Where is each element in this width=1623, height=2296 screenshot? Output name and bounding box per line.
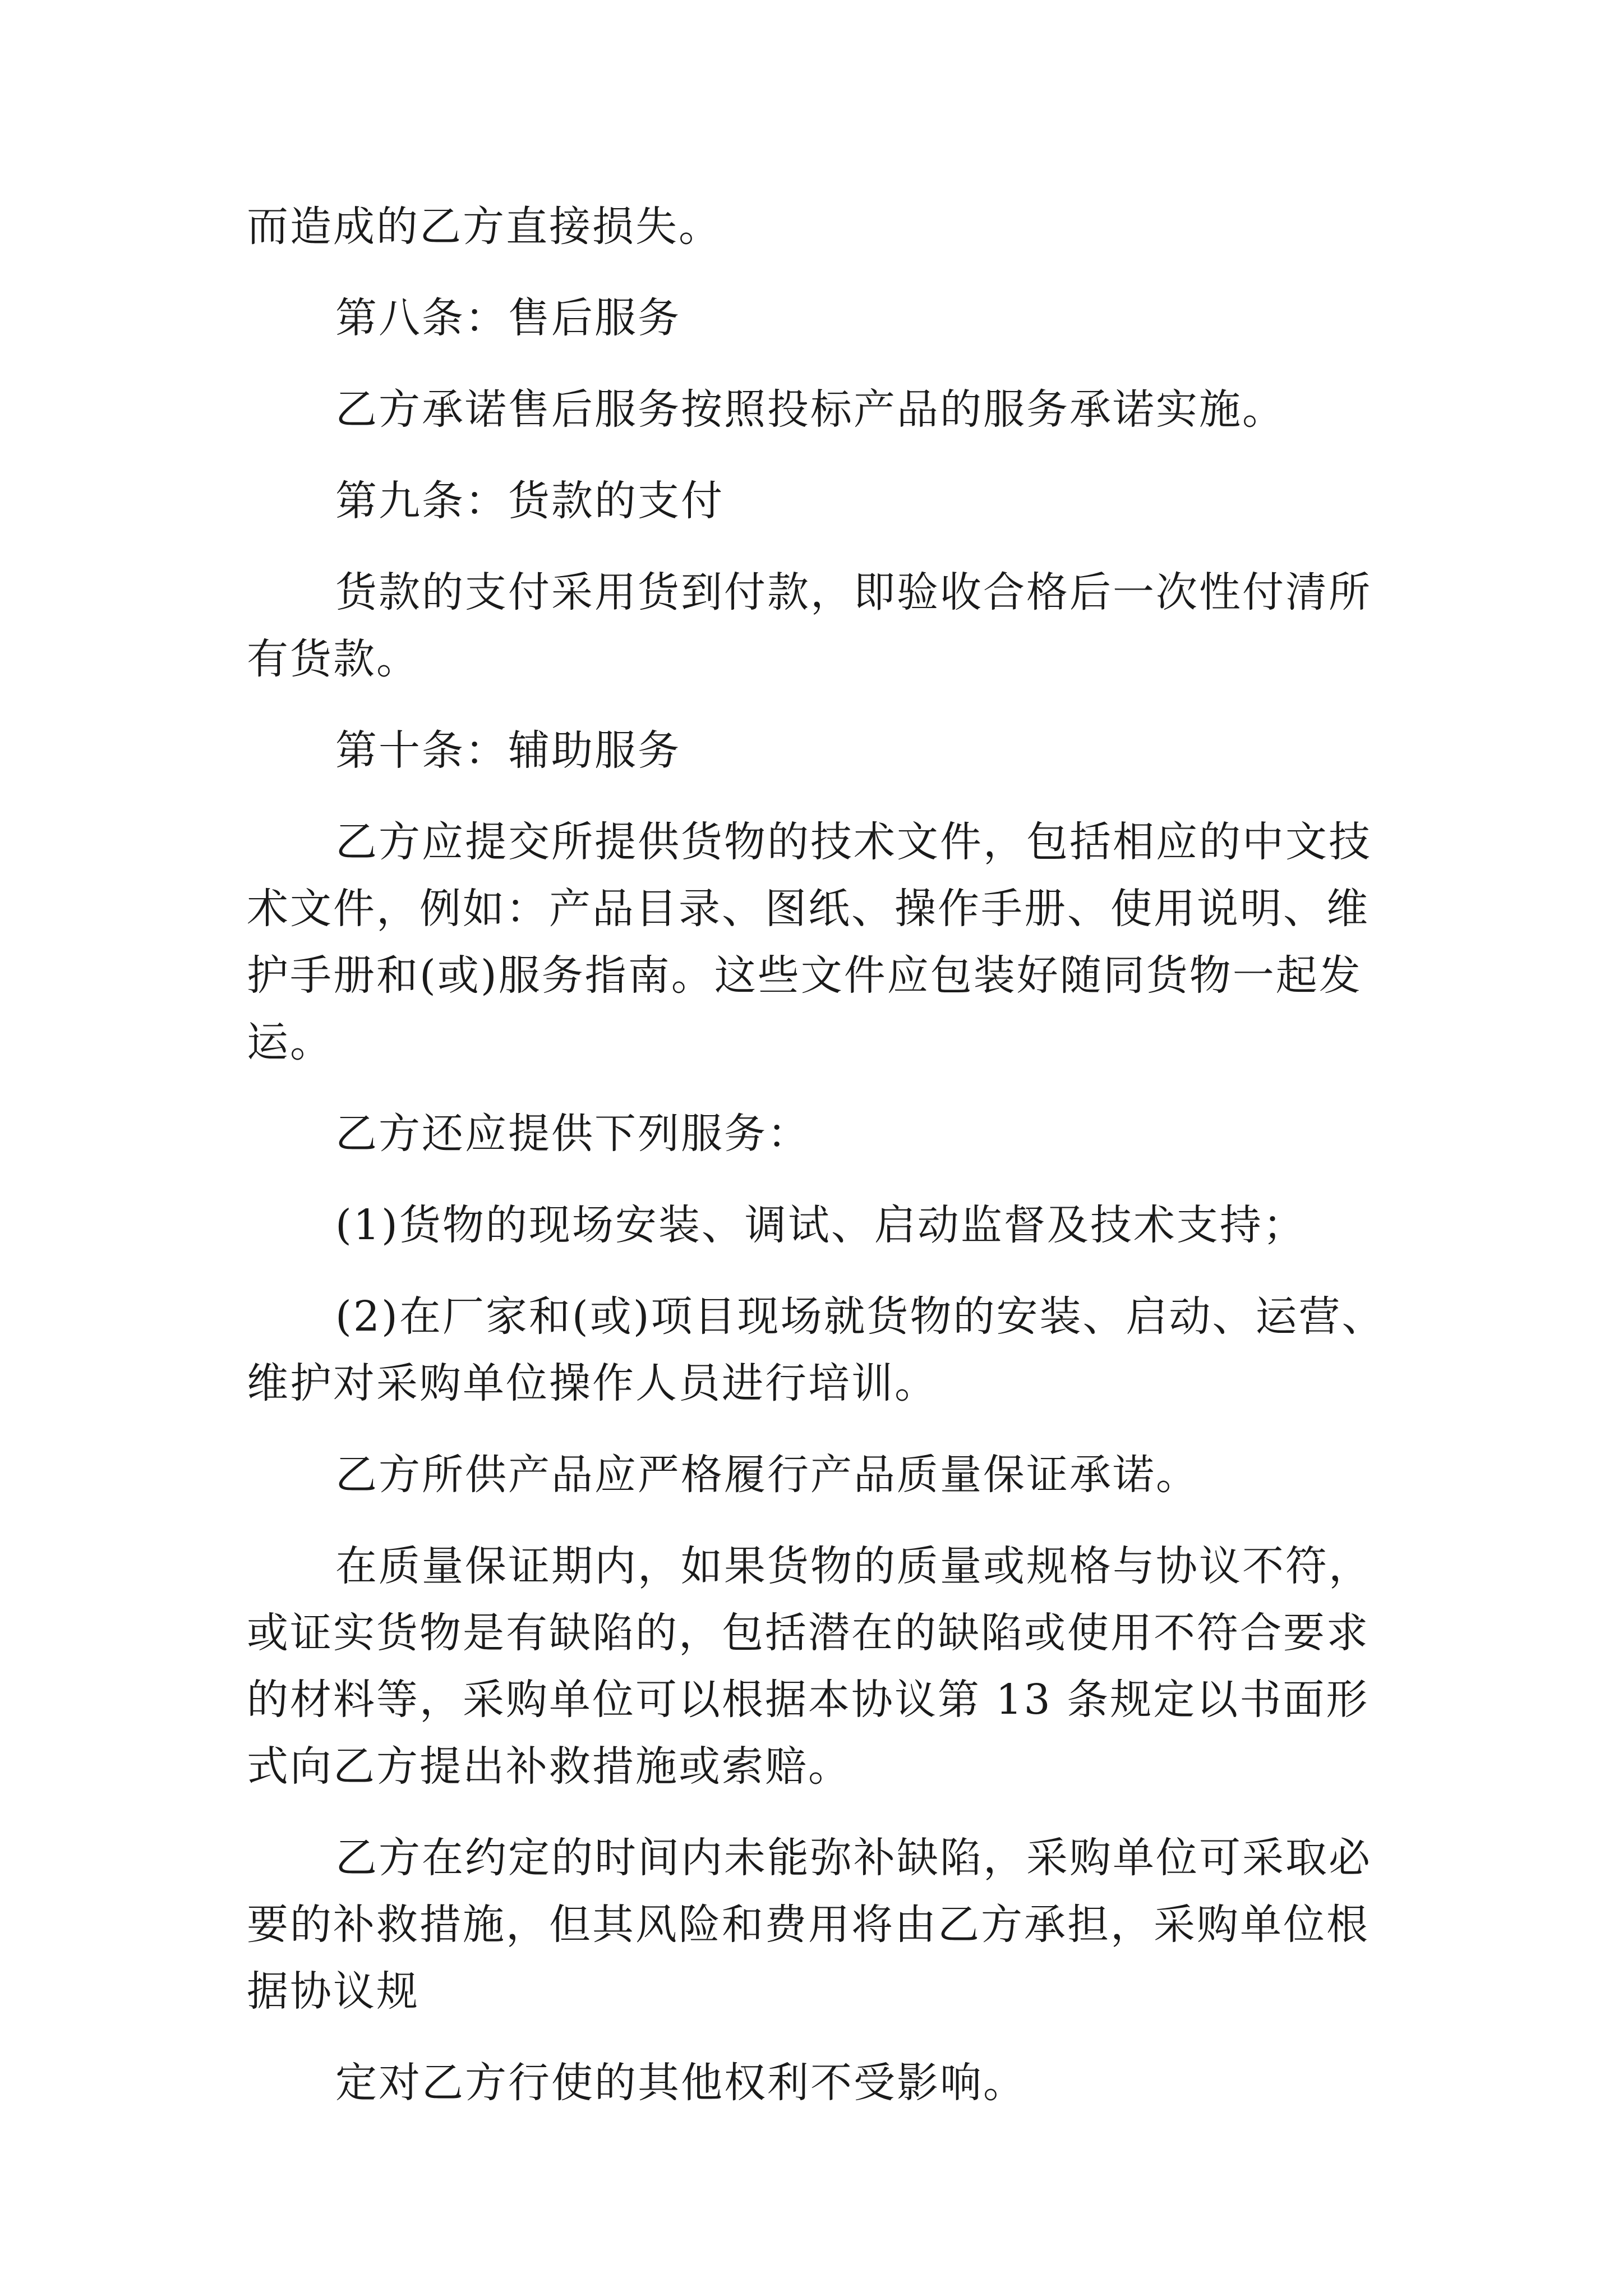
text-line: (2)在厂家和(或)项目现场就货物的安装、启动、运营、 — [335, 1292, 1385, 1341]
paragraph — [247, 285, 1391, 352]
paragraph-gap — [247, 1417, 1391, 1442]
text-line: 第八条：售后服务 — [335, 294, 681, 342]
paragraph — [247, 1283, 1391, 1417]
paragraph — [247, 1192, 1391, 1259]
text-line: (1)货物的现场安装、调试、启动监督及技术支持； — [335, 1201, 1306, 1249]
text-line: 乙方在约定的时间内未能弥补缺陷，采购单位可采取必 — [335, 1834, 1372, 1882]
text-line: 的材料等，采购单位可以根据本协议第 13 条规定以书面形 — [247, 1676, 1370, 1724]
text-line: 术文件，例如：产品目录、图纸、操作手册、使用说明、维 — [247, 885, 1370, 933]
text-line: 维护对采购单位操作人员进行培训。 — [247, 1359, 938, 1407]
paragraph-gap — [247, 1800, 1391, 1825]
paragraph-gap — [247, 260, 1391, 285]
document-body — [247, 194, 1391, 2116]
paragraph — [247, 559, 1391, 693]
paragraph — [247, 809, 1391, 1076]
text-line: 式向乙方提出补救措施或索赔。 — [247, 1742, 851, 1791]
text-line: 乙方承诺售后服务按照投标产品的服务承诺实施。 — [335, 385, 1285, 434]
paragraph-gap — [247, 1508, 1391, 1533]
text-line: 乙方所供产品应严格履行产品质量保证承诺。 — [335, 1451, 1199, 1499]
paragraph — [247, 1101, 1391, 1167]
paragraph — [247, 1533, 1391, 1800]
text-line: 而造成的乙方直接损失。 — [247, 203, 722, 251]
paragraph-gap — [247, 352, 1391, 376]
text-line: 定对乙方行使的其他权利不受影响。 — [335, 2059, 1026, 2107]
text-line: 据协议规 — [247, 1967, 419, 2016]
paragraph-gap — [247, 443, 1391, 468]
paragraph-gap — [247, 535, 1391, 559]
text-line: 或证实货物是有缺陷的，包括潜在的缺陷或使用不符合要求 — [247, 1609, 1370, 1657]
paragraph-gap — [247, 2025, 1391, 2050]
text-line: 运。 — [247, 1018, 333, 1066]
paragraph-gap — [247, 693, 1391, 717]
text-line: 货款的支付采用货到付款，即验收合格后一次性付清所 — [335, 568, 1372, 616]
paragraph-gap — [247, 1259, 1391, 1283]
text-line: 乙方应提交所提供货物的技术文件，包括相应的中文技 — [335, 818, 1372, 866]
text-line: 在质量保证期内，如果货物的质量或规格与协议不符， — [335, 1542, 1372, 1590]
paragraph-gap — [247, 1076, 1391, 1101]
paragraph — [247, 1442, 1391, 1508]
paragraph — [247, 717, 1391, 784]
paragraph — [247, 194, 1391, 260]
text-line: 要的补救措施，但其风险和费用将由乙方承担，采购单位根 — [247, 1901, 1370, 1949]
paragraph-gap — [247, 784, 1391, 809]
text-line: 有货款。 — [247, 635, 419, 683]
paragraph-gap — [247, 1167, 1391, 1192]
paragraph — [247, 468, 1391, 535]
paragraph — [247, 2050, 1391, 2116]
paragraph — [247, 1825, 1391, 2025]
paragraph — [247, 376, 1391, 443]
text-line: 护手册和(或)服务指南。这些文件应包装好随同货物一起发 — [247, 951, 1362, 1000]
text-line: 第九条：货款的支付 — [335, 477, 724, 525]
text-line: 乙方还应提供下列服务： — [335, 1110, 810, 1158]
text-line: 第十条：辅助服务 — [335, 726, 681, 775]
